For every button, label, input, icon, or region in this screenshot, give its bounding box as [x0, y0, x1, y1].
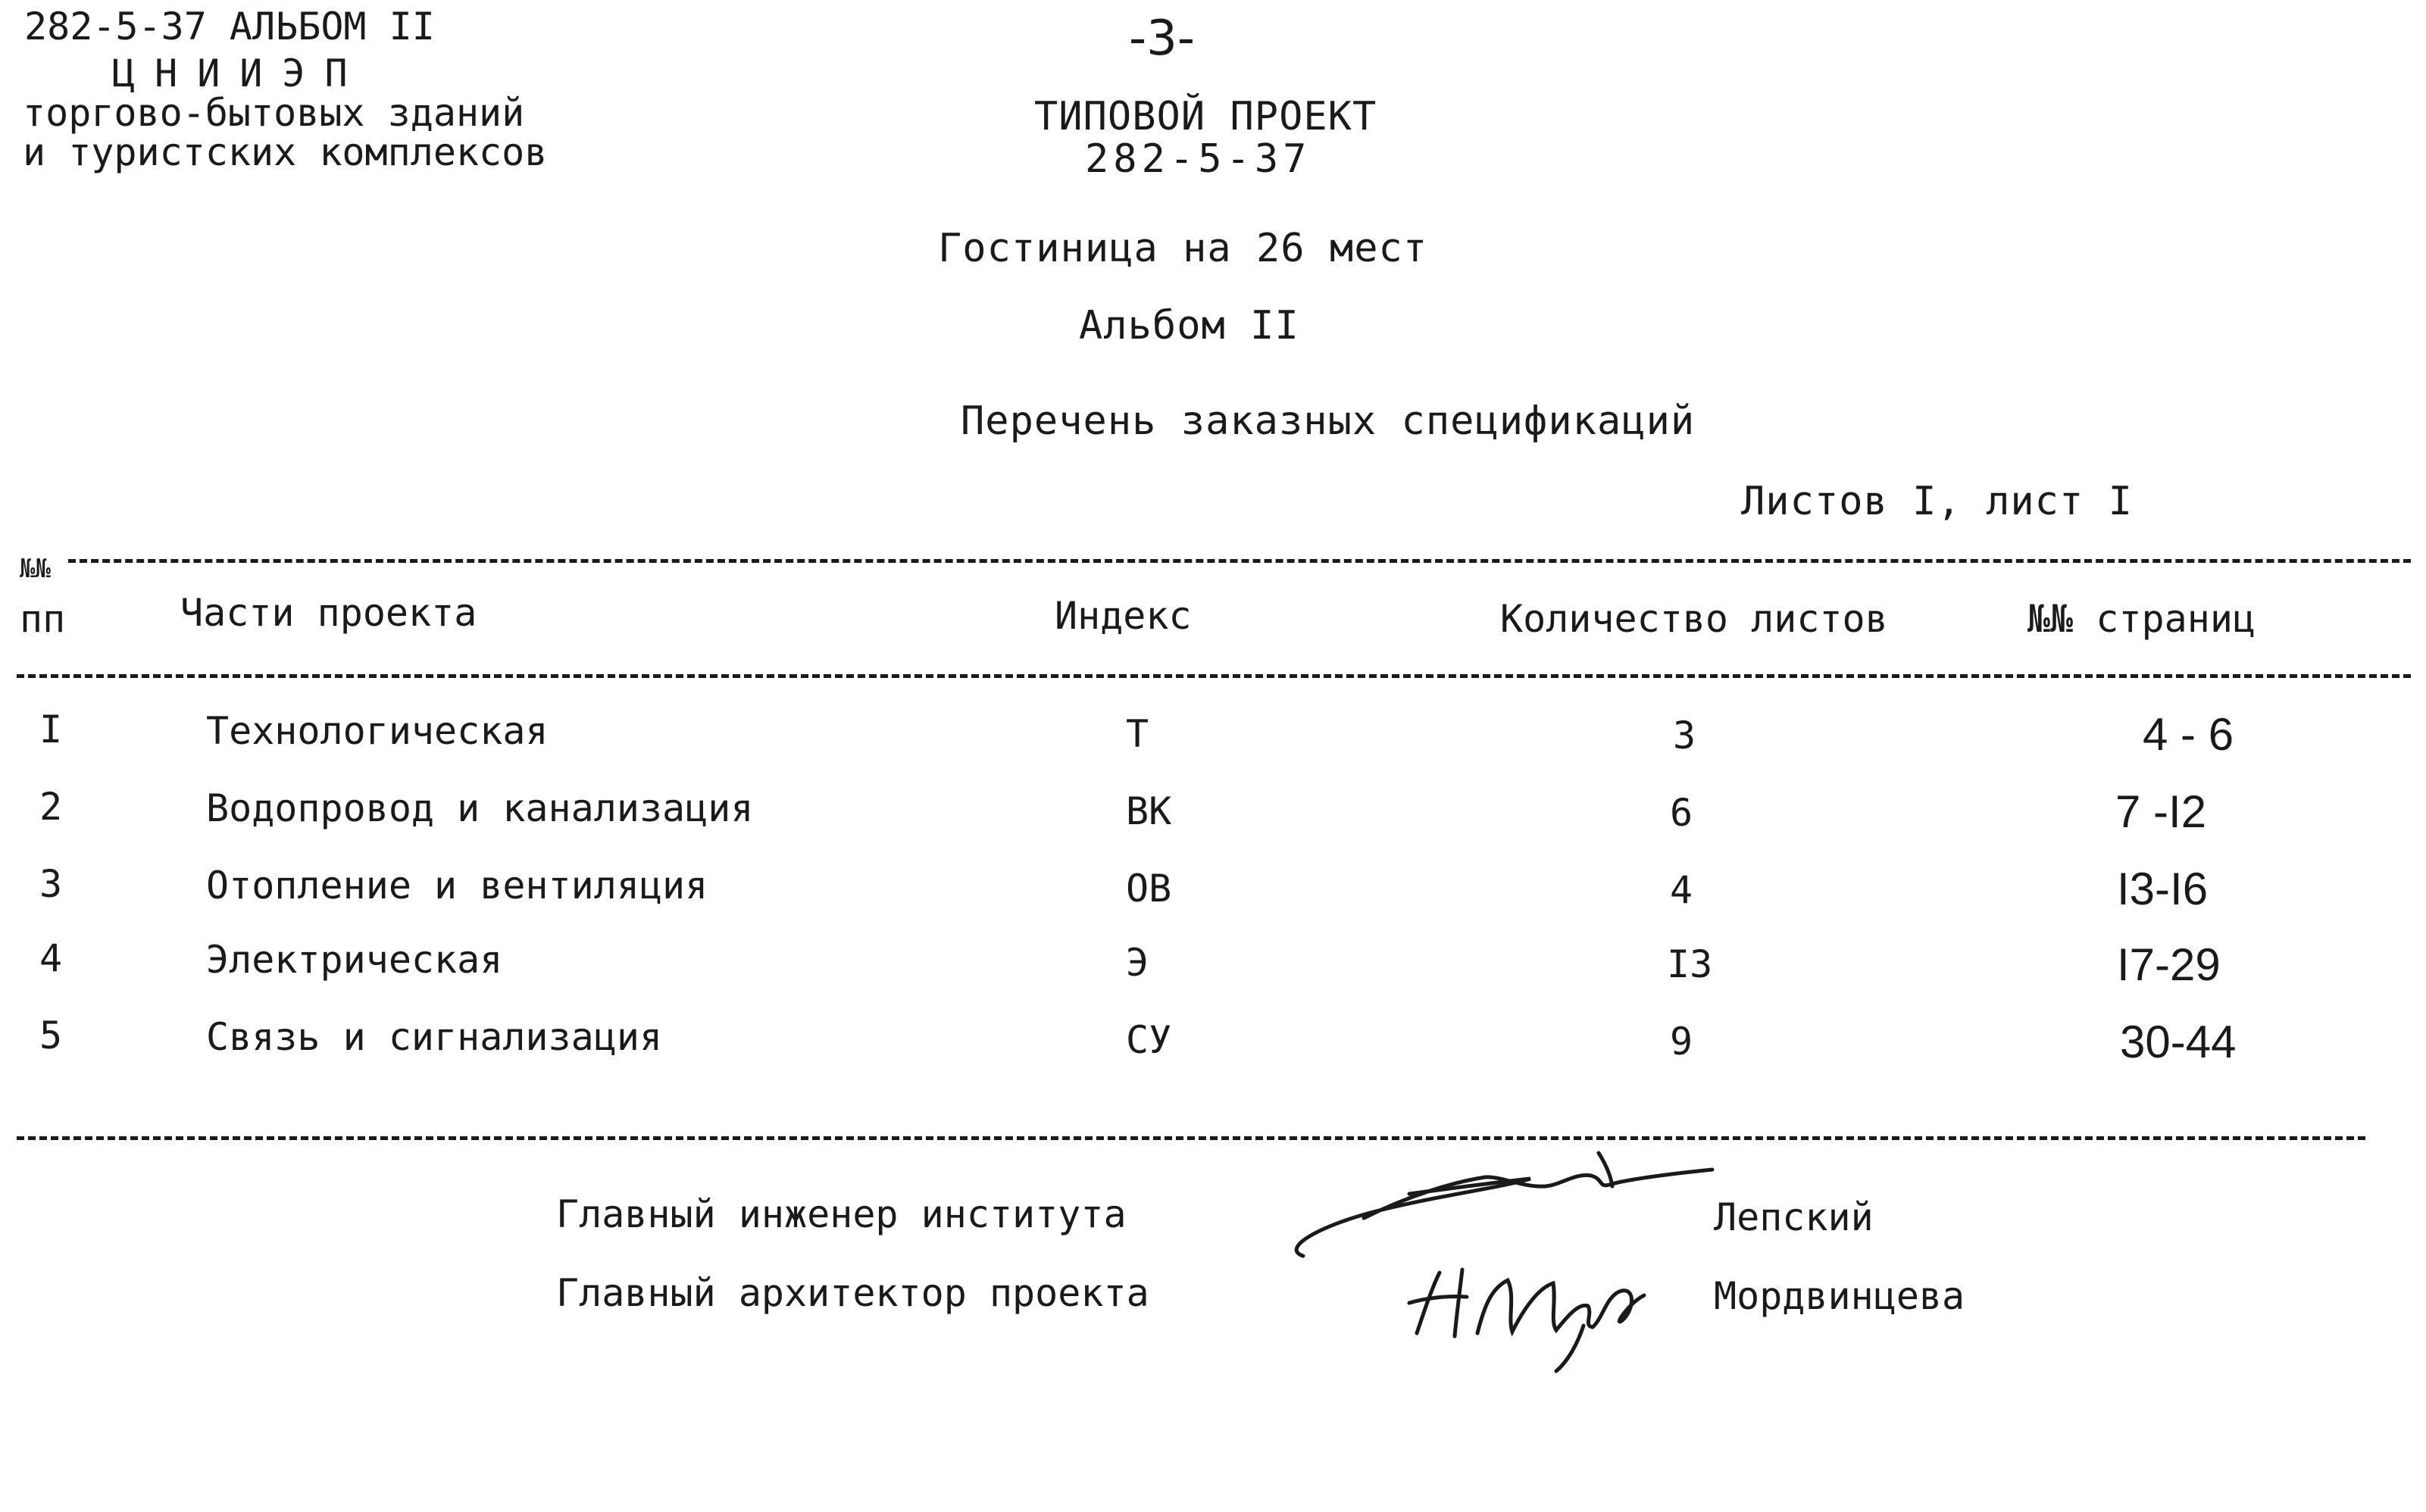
row-number: 5: [39, 1014, 63, 1057]
row-number: 3: [39, 862, 63, 906]
header-number-top: №№: [20, 554, 51, 584]
row-sheets: 9: [1670, 1020, 1693, 1064]
project-code: 282-5-37: [1085, 136, 1311, 182]
row-pages: 4 - 6: [2143, 709, 2234, 760]
list-title: Перечень заказных спецификаций: [961, 398, 1696, 444]
row-index: СУ: [1126, 1018, 1172, 1062]
row-pages: I7-29: [2117, 939, 2221, 990]
row-part: Водопровод и канализация: [206, 786, 754, 830]
row-sheets: I3: [1667, 942, 1713, 986]
header-index: Индекс: [1055, 594, 1192, 638]
table-header-rule: [17, 674, 2411, 678]
row-index: ВК: [1126, 789, 1172, 833]
table-bottom-rule: [17, 1136, 2365, 1140]
signatory-role: Главный архитектор проекта: [556, 1271, 1149, 1315]
row-number: 2: [39, 785, 63, 829]
sheets-info: Листов I, лист I: [1741, 479, 2133, 524]
signatory-name: Лепский: [1714, 1195, 1874, 1239]
project-title: ТИПОВОЙ ПРОЕКТ: [1034, 94, 1377, 139]
row-part: Электрическая: [206, 938, 503, 982]
header-part: Части проекта: [180, 591, 477, 635]
table-top-rule: [68, 559, 2411, 563]
header-pages: №№ страниц: [2027, 597, 2256, 641]
signatory-name: Мордвинцева: [1714, 1274, 1965, 1318]
row-sheets: 3: [1673, 714, 1696, 758]
signature-mordvintseva-image: [1394, 1242, 1682, 1379]
institute-line-2: и туристских комплексов: [23, 130, 548, 174]
row-number: I: [39, 708, 63, 751]
header-sheets: Количество листов: [1500, 597, 1888, 641]
header-number-bottom: пп: [20, 597, 66, 641]
row-index: Э: [1126, 941, 1149, 985]
row-pages: 7 -I2: [2115, 786, 2207, 837]
page-number: -3-: [1129, 11, 1195, 67]
row-number: 4: [39, 936, 63, 980]
row-sheets: 6: [1670, 791, 1693, 835]
row-pages: I3-I6: [2117, 864, 2209, 914]
signatory-role: Главный инженер института: [556, 1192, 1127, 1236]
row-part: Связь и сигнализация: [206, 1015, 663, 1059]
row-part: Технологическая: [206, 709, 549, 753]
row-pages: 30-44: [2120, 1017, 2237, 1067]
row-sheets: 4: [1670, 868, 1693, 912]
row-index: Т: [1126, 712, 1149, 756]
institute-line-1: торгово-бытовых зданий: [23, 91, 525, 135]
row-index: ОВ: [1126, 867, 1172, 911]
row-part: Отопление и вентиляция: [206, 864, 708, 908]
album-title: Альбом II: [1079, 303, 1299, 348]
project-code-album: 282-5-37 АЛЬБОМ II: [24, 5, 435, 48]
document-subject: Гостиница на 26 мест: [938, 226, 1428, 271]
institute-name: ЦНИИЭП: [112, 52, 367, 95]
